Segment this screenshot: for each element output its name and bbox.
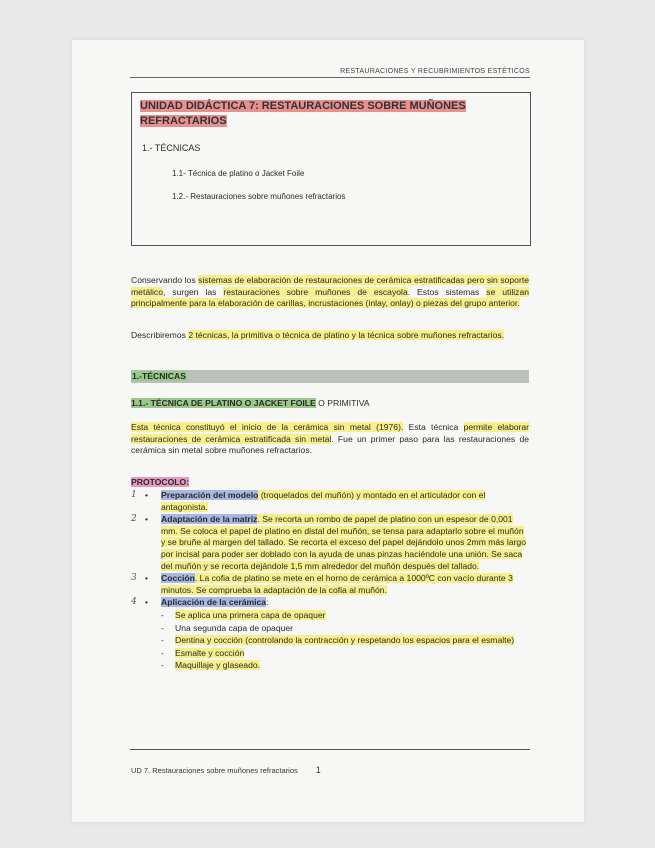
protocol-heading: PROTOCOLO: — [131, 477, 190, 487]
page-number: 1 — [315, 765, 321, 775]
techniques-paragraph: Describiremos 2 técnicas, la primitiva o técnica de platino y la técnica sobre muñones refractarios. — [131, 330, 505, 340]
protocol-substep: - Se aplica una primera capa de opaquer — [161, 609, 326, 620]
unit-title: UNIDAD DIDÁCTICA 7: RESTAURACIONES SOBRE MUÑONES REFRACTARIOS — [140, 100, 466, 127]
bullet-icon: • — [145, 573, 149, 584]
protocol-step: 4 • Aplicación de la cerámica: — [131, 597, 269, 608]
handwritten-number: 2 — [131, 514, 137, 525]
protocol-substep: - Una segunda capa de opaquer — [161, 622, 294, 633]
handwritten-number: 4 — [131, 597, 137, 608]
table-of-contents — [131, 92, 531, 246]
bullet-icon: • — [145, 490, 149, 500]
protocol-list — [131, 490, 529, 673]
platinum-paragraph: Esta técnica constituyó el inicio de la cerámica sin metal (1976). Esta técnica permite elaborar restauraciones de cerámica estratificada sin metal. Fue un primer paso para las restauraciones de cerámica sin metal sobre muñones refractarios. — [131, 422, 530, 455]
protocol-step: 3 • Cocción. La cofia de platino se mete en el horno de cerámica a 1000ºC con vacío durante 3 minutos. Se comprueba la adaptación de la cofia al muñón. — [131, 573, 513, 595]
page-footer: UD 7. Restauraciones sobre muñones refractarios 1 — [131, 765, 321, 775]
handwritten-number: 3 — [131, 573, 137, 584]
protocol-substep: - Maquillaje y glaseado. — [161, 660, 261, 671]
toc-item-platinum: 1.1- Técnica de platino o Jacket Foile — [172, 169, 305, 178]
bullet-icon: • — [145, 514, 149, 525]
protocol-substep: - Dentina y cocción (controlando la contracción y respetando los espacios para el esmalte) — [161, 635, 515, 646]
bullet-icon: • — [145, 597, 149, 608]
intro-paragraph: Conservando los sistemas de elaboración de restauraciones de cerámica estratificadas pero sin soporte metálico, surgen las restauraciones sobre muñones de escayola. Estos sistemas se utilizan principalmente para la elaboración de carillas, incrustaciones (inlay, onlay) o piezas del grupo anterior. — [131, 275, 530, 308]
toc-item-techniques: 1.- TÉCNICAS — [142, 143, 201, 153]
section-heading-techniques: 1.-TÉCNICAS — [131, 370, 529, 384]
protocol-substep: - Esmalte y cocción — [161, 647, 245, 658]
running-header: RESTAURACIONES Y RECUBRIMIENTOS ESTÉTICOS — [130, 68, 530, 78]
protocol-step: 2 • Adaptación de la matriz. Se recorta un rombo de papel de platino con un espesor de 0,001 mm. Se coloca el papel de platino en distal del muñón, se tensa para adaptarlo sobre el muñón y se bruñe al margen del tallado. Se recorta el exceso del papel dejándolo unos 2mm más largo por incisal para poder ser doblado con la ayuda de unas pinzas haciéndole una unión. Se saca del muñón y se recorta dejándole 1,5 mm alrededor del muñón después del tallado. — [131, 514, 526, 571]
toc-item-refractory: 1.2.- Restauraciones sobre muñones refractarios — [172, 192, 346, 201]
protocol-step: 1 • Preparación del modelo (troquelados del muñón) y montado en el articulador con el antagonista. — [131, 490, 486, 512]
section-heading-platinum: 1.1.- TÉCNICA DE PLATINO O JACKET FOILE O PRIMITIVA — [131, 398, 370, 408]
handwritten-number: 1 — [131, 490, 137, 500]
footer-rule — [130, 749, 530, 750]
